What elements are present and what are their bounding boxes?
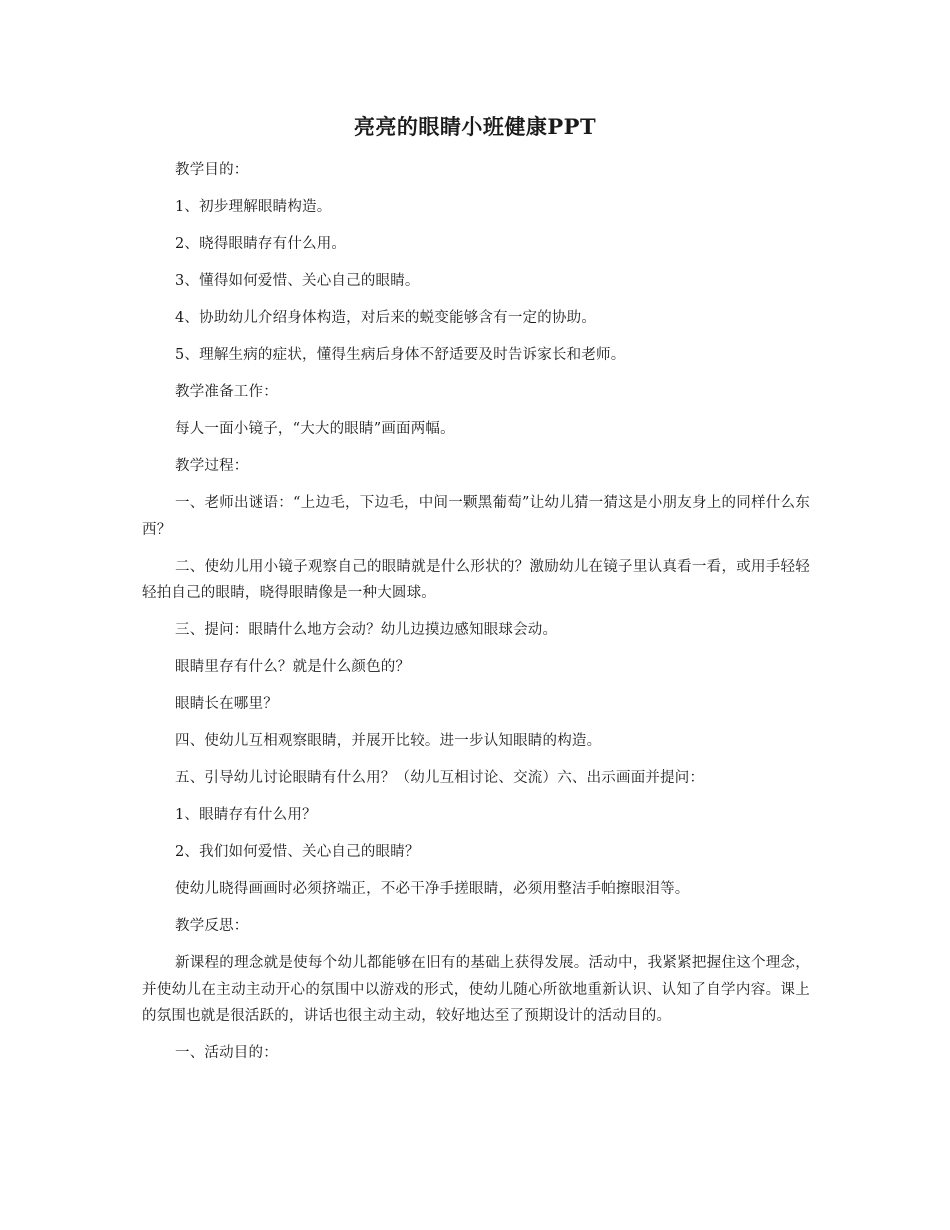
paragraph: 教学准备工作：	[175, 384, 278, 400]
paragraph: 使幼儿晓得画画时必须挤端正，不必干净手搓眼睛，必须用整洁手帕擦眼泪等。	[175, 881, 690, 897]
paragraph: 4、协助幼儿介绍身体构造，对后来的蜕变能够含有一定的协助。	[175, 310, 597, 326]
paragraph: 一、老师出谜语：“上边毛，下边毛，中间一颗黑葡萄”让幼儿猜一猜这是小朋友身上的同样什么东西？	[142, 495, 810, 538]
paragraph: 眼睛长在哪里？	[175, 696, 278, 712]
paragraph: 二、使幼儿用小镜子观察自己的眼睛就是什么形状的？激励幼儿在镜子里认真看一看，或用手轻轻轻拍自己的眼睛，晓得眼睛像是一种大圆球。	[142, 558, 810, 601]
document-title: 亮亮的眼睛小班健康PPT	[353, 114, 597, 139]
paragraph: 眼睛里存有什么？就是什么颜色的？	[175, 659, 411, 675]
paragraph: 教学目的：	[175, 162, 249, 178]
paragraph: 教学反思：	[175, 918, 249, 934]
paragraph: 一、活动目的：	[175, 1045, 278, 1061]
paragraph: 1、眼睛存有什么用？	[175, 807, 317, 823]
paragraph: 2、我们如何爱惜、关心自己的眼睛？	[175, 844, 420, 860]
paragraph: 三、提问：眼睛什么地方会动？幼儿边摸边感知眼球会动。	[175, 622, 558, 638]
paragraph: 教学过程：	[175, 458, 249, 474]
paragraph: 新课程的理念就是使每个幼儿都能够在旧有的基础上获得发展。活动中，我紧紧把握住这个理念，并使幼儿在主动主动开心的氛围中以游戏的形式，使幼儿随心所欲地重新认识、认知了自学内容。课上的氛围也就是很活跃的，讲话也很主动主动，较好地达至了预期设计的活动目的。	[142, 955, 810, 1024]
paragraph: 2、晓得眼睛存有什么用。	[175, 236, 347, 252]
paragraph: 四、使幼儿互相观察眼睛，并展开比较。进一步认知眼睛的构造。	[175, 733, 602, 749]
document-body	[142, 157, 810, 1077]
paragraph: 1、初步理解眼睛构造。	[175, 199, 332, 215]
paragraph: 五、引导幼儿讨论眼睛有什么用？（幼儿互相讨论、交流）六、出示画面并提问：	[175, 770, 705, 786]
paragraph: 3、懂得如何爱惜、关心自己的眼睛。	[175, 273, 420, 289]
paragraph: 每人一面小镜子，“大大的眼睛”画面两幅。	[175, 421, 455, 437]
paragraph: 5、理解生病的症状，懂得生病后身体不舒适要及时告诉家长和老师。	[175, 347, 626, 363]
